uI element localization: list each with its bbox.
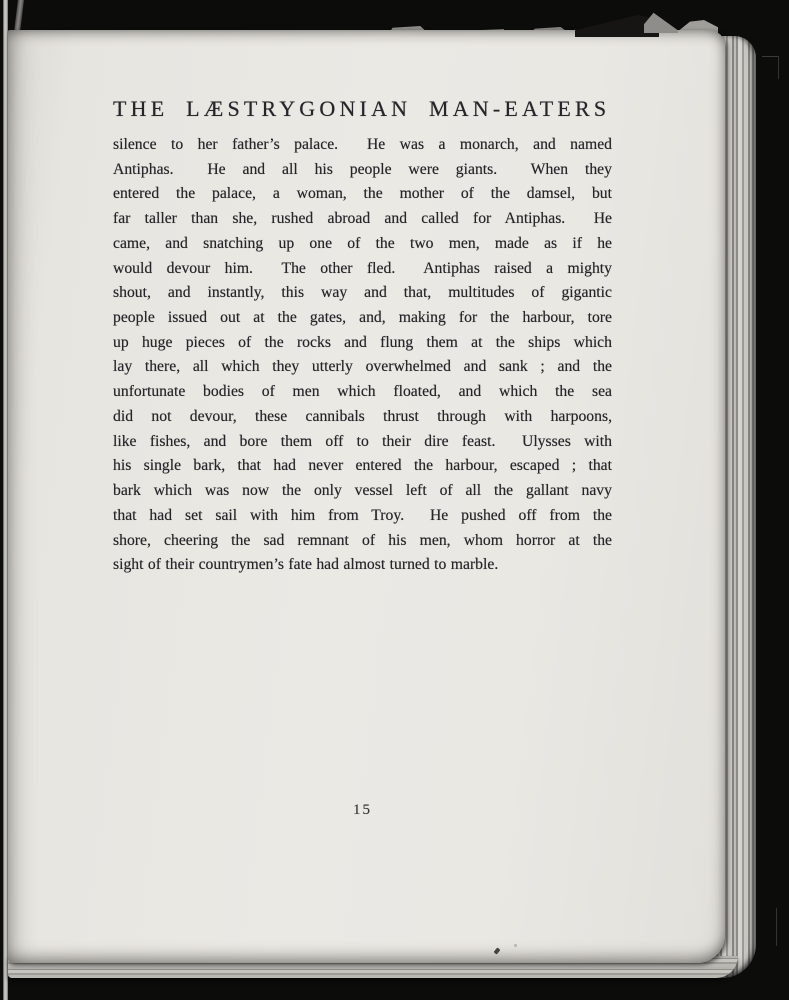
page-number: 15 bbox=[353, 802, 372, 818]
text-line: that had set sail with him from Troy. He pushed off from the bbox=[113, 506, 612, 524]
text-line: would devour him. The other fled. Antiphas raised a mighty bbox=[113, 259, 612, 277]
left-page-edge-top bbox=[14, 0, 24, 32]
text-line: did not devour, these cannibals thrust through with harpoons, bbox=[113, 407, 612, 425]
text-line: shout, and instantly, this way and that, multitudes of gigantic bbox=[113, 284, 612, 302]
text-line: like fishes, and bore them off to their dire feast. Ulysses with bbox=[113, 432, 612, 450]
text-line: bark which was now the only vessel left of all the gallant navy bbox=[113, 482, 612, 500]
background-scratch bbox=[762, 56, 779, 79]
text-line: unfortunate bodies of men which floated, and which the sea bbox=[113, 383, 612, 401]
chapter-title: THE LÆSTRYGONIAN MAN-EATERS bbox=[113, 96, 611, 121]
paper-speck bbox=[514, 944, 517, 947]
torn-paper-fragment bbox=[644, 11, 678, 33]
text-line: Antiphas. He and all his people were giants. When they bbox=[113, 160, 612, 178]
text-line: people issued out at the gates, and, making for the harbour, tore bbox=[113, 309, 612, 327]
body-text bbox=[113, 133, 612, 578]
text-line: up huge pieces of the rocks and flung them at the ships which bbox=[113, 333, 612, 351]
text-line: his single bark, that had never entered the harbour, escaped ; that bbox=[113, 457, 612, 475]
background-scratch bbox=[776, 908, 777, 946]
text-line: silence to her father’s palace. He was a monarch, and named bbox=[113, 136, 612, 153]
paper-speck bbox=[494, 947, 501, 954]
text-line: came, and snatching up one of the two men, made as if he bbox=[113, 234, 612, 252]
text-line: sight of their countrymen’s fate had almost turned to marble. bbox=[113, 556, 499, 574]
book-page bbox=[8, 30, 725, 963]
text-line: shore, cheering the sad remnant of his men, whom horror at the bbox=[113, 531, 612, 549]
text-line: entered the palace, a woman, the mother of the damsel, but bbox=[113, 185, 612, 203]
text-line: far taller than she, rushed abroad and called for Antiphas. He bbox=[113, 210, 612, 228]
text-line: lay there, all which they utterly overwhelmed and sank ; and the bbox=[113, 358, 612, 376]
